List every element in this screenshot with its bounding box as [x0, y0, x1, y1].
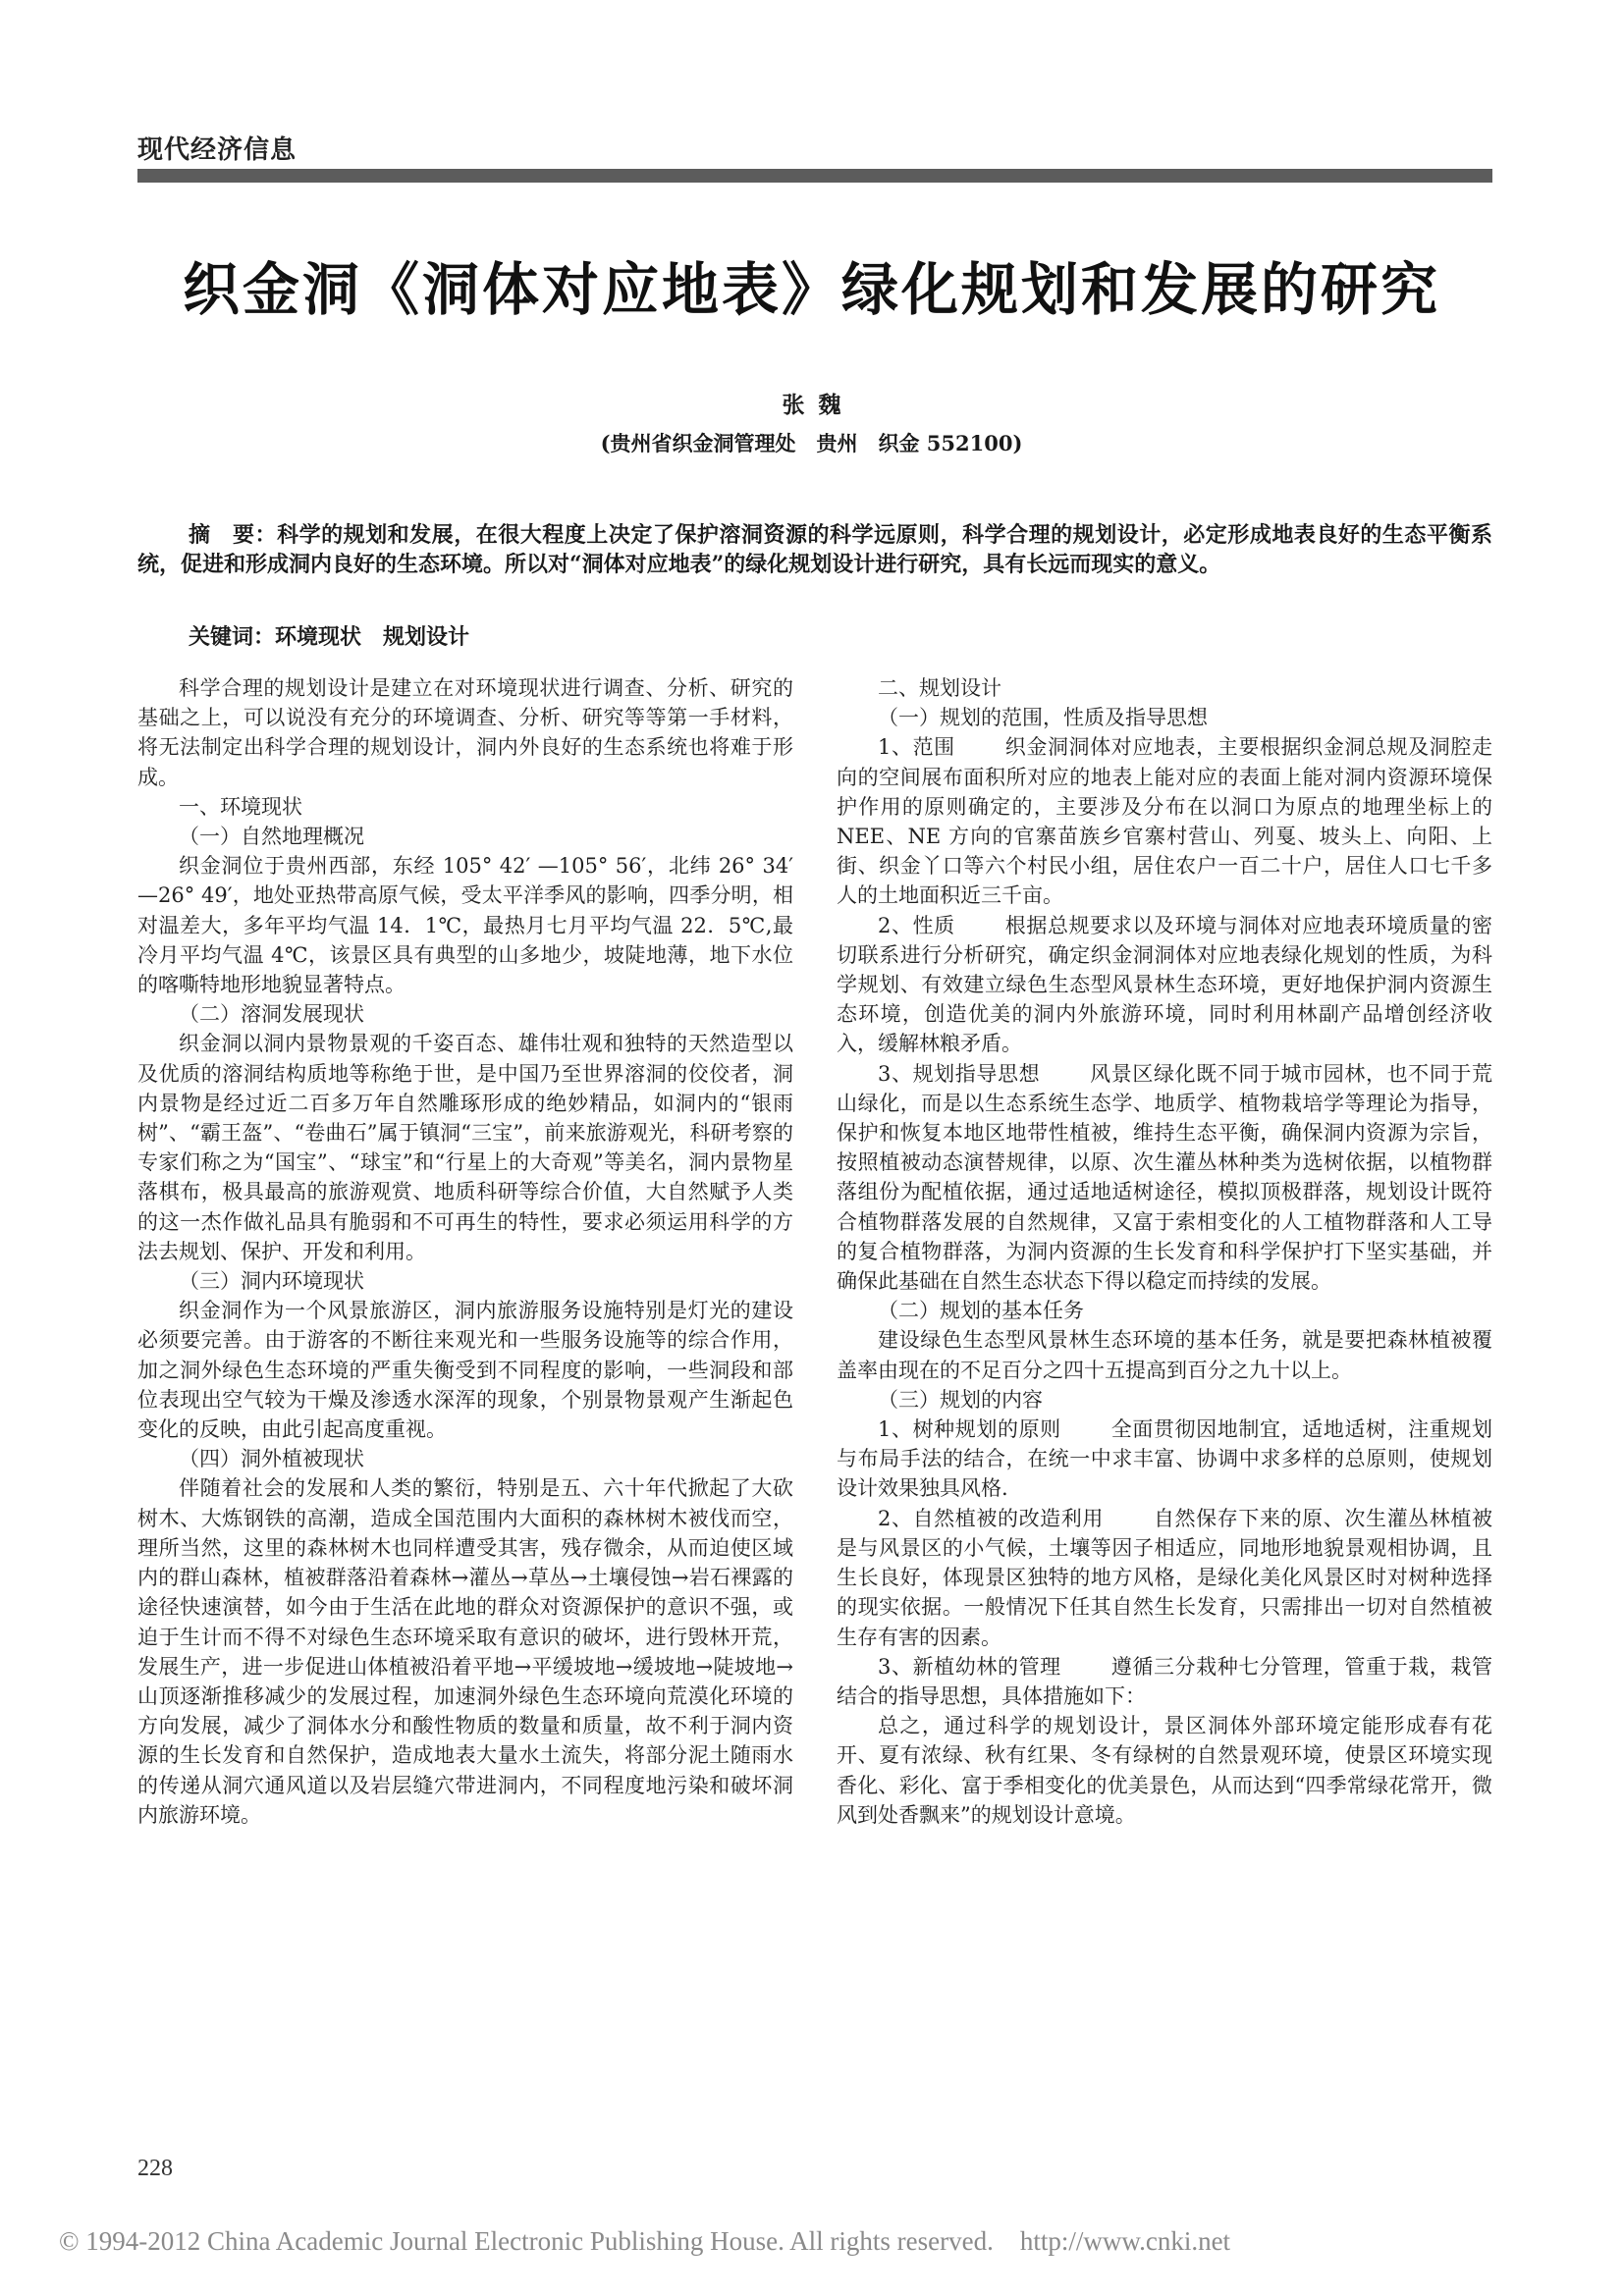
journal-name: 现代经济信息	[137, 135, 298, 165]
paragraph-lead: 1、范围	[878, 735, 955, 760]
paragraph-young-forest	[837, 1652, 1492, 1711]
paragraph-geography: 织金洞位于贵州西部，东经 105° 42′ —105° 56′，北纬 26° 34′ —26° 49′，地处亚热带高原气候，受太平洋季风的影响，四季分明，相对温差大，多年平均气温 14．1℃，最热月七月平均气温 22．5℃,最冷月平均气温 4℃，该景区具有典型的山多地少，坡陡地薄，地下水位的喀嘶特地形地貌显著特点。	[137, 854, 793, 997]
paragraph-cave-status: 织金洞以洞内景物景观的千姿百态、雄伟壮观和独特的天然造型以及优质的溶洞结构质地等称绝于世，是中国乃至世界溶洞的佼佼者，洞内景物是经过近二百多万年自然雕琢形成的绝妙精品，如洞内的“银雨树”、“霸王盔”、“卷曲石”属于镇洞“三宝”，前来旅游观光，科研考察的专家们称之为“国宝”、“球宝”和“行星上的大奇观”等美名，洞内景物星落棋布，极具最高的旅游观赏、地质科研等综合价值，大自然赋予人类的这一杰作做礼品具有脆弱和不可再生的特性，要求必须运用科学的方法去规划、保护、开发和利用。	[137, 1032, 793, 1263]
paragraph-body: 根据总规要求以及环境与洞体对应地表环境质量的密切联系进行分析研究，确定织金洞洞体对应地表绿化规划的性质，为科学规划、有效建立绿色生态型风景林生态环境，更好地保护洞内资源生态环境，创造优美的洞内外旅游环境，同时利用林副产品增创经济收入，缓解林粮矛盾。	[837, 913, 1492, 1056]
subsection-heading-cave-environment: （三）洞内环境现状	[179, 1269, 364, 1294]
paragraph-lead: 1、树种规划的原则	[878, 1417, 1061, 1442]
author-name: 张魏	[782, 392, 855, 418]
article-title: 织金洞《洞体对应地表》绿化规划和发展的研究	[182, 256, 1440, 323]
paragraph-vegetation: 伴随着社会的发展和人类的繁衍，特别是五、六十年代掀起了大砍树木、大炼钢铁的高潮，造成全国范围内大面积的森林树木被伐而空，理所当然，这里的森林树木也同样遭受其害，残存微余，从而迫使区域内的群山森林，植被群落沿着森林→灌丛→草丛→土壤侵蚀→岩石裸露的途径快速演替，如今由于生活在此地的群众对资源保护的意识不强，或迫于生计而不得不对绿色生态环境采取有意识的破坏，进行毁林开荒，发展生产，进一步促进山体植被沿着平地→平缓坡地→缓坡地→陡坡地→山顶逐渐推移减少的发展过程，加速洞外绿色生态环境向荒漠化环境的方向发展，减少了洞体水分和酸性物质的数量和质量，故不利于洞内资源的生长发育和自然保护，造成地表大量水土流失，将部分泥土随雨水的传递从洞穴通风道以及岩层缝穴带进洞内，不同程度地污染和破坏洞内旅游环境。	[137, 1476, 793, 1827]
paragraph-scope	[837, 732, 1492, 910]
paragraph-lead: 3、规划指导思想	[878, 1061, 1041, 1086]
paragraph-lead: 2、自然植被的改造利用	[878, 1506, 1104, 1530]
right-column	[837, 673, 1492, 2146]
paragraph-guiding-idea	[837, 1059, 1492, 1297]
paragraph-body: 风景区绿化既不同于城市园林，也不同于荒山绿化，而是以生态系统生态学、地质学、植物栽培学等理论为指导，保护和恢复本地区地带性植被，维持生态平衡，确保洞内资源为宗旨，按照植被动态演替规律，以原、次生灌丛林种类为选树依据，以植物群落组份为配植依据，通过适地适树途径，模拟顶极群落，规划设计既符合植物群落发展的自然规律，又富于索相变化的人工植物群落和人工导的复合植物群落，为洞内资源的生长发育和科学保护打下坚实基础，并确保此基础在自然生态状态下得以稳定而持续的发展。	[837, 1061, 1492, 1294]
paragraph-tree-principle	[837, 1415, 1492, 1504]
copyright-footer: © 1994-2012 China Academic Journal Electronic Publishing House. All rights reserved. http://www.cnki.net	[59, 2226, 1231, 2256]
paragraph-lead: 3、新植幼林的管理	[878, 1654, 1061, 1679]
paragraph-task: 建设绿色生态型风景林生态环境的基本任务，就是要把森林植被覆盖率由现在的不足百分之四十五提高到百分之九十以上。	[837, 1328, 1492, 1382]
paragraph-body: 全面贯彻因地制宜，适地适树，注重规划与布局手法的结合，在统一中求丰富、协调中求多样的总原则，使规划设计效果独具风格.	[837, 1417, 1492, 1501]
section-heading-1: 一、环境现状	[179, 794, 302, 819]
paragraph-body: 遵循三分栽种七分管理，管重于栽，栽管结合的指导思想，具体措施如下：	[837, 1654, 1492, 1708]
subsection-heading-task: （二）规划的基本任务	[878, 1299, 1084, 1323]
paragraph-body: 自然保存下来的原、次生灌丛林植被是与风景区的小气候，土壤等因子相适应，同地形地貌景观相协调，且生长良好，体现景区独特的地方风格，是绿化美化风景区时对树种选择的现实依据。一般情况下任其自然生长发育，只需排出一切对自然植被生存有害的因素。	[837, 1506, 1492, 1649]
section-heading-2: 二、规划设计	[878, 676, 1001, 700]
paragraph-summary: 总之，通过科学的规划设计，景区洞体外部环境定能形成春有花开、夏有浓绿、秋有红果、冬有绿树的自然景观环境，使景区环境实现香化、彩化、富于季相变化的优美景色，从而达到“四季常绿花常开，微风到处香飘来”的规划设计意境。	[837, 1714, 1492, 1827]
page-number: 228	[137, 2156, 173, 2181]
left-column	[137, 673, 793, 2146]
header-rule	[137, 169, 1492, 183]
paragraph-nature	[837, 911, 1492, 1059]
paragraph-lead: 2、性质	[878, 913, 955, 937]
subsection-heading-geography: （一）自然地理概况	[179, 825, 364, 849]
keywords: 关键词：环境现状 规划设计	[189, 624, 470, 650]
intro-paragraph: 科学合理的规划设计是建立在对环境现状进行调查、分析、研究的基础之上，可以说没有充分的环境调查、分析、研究等等第一手材料，将无法制定出科学合理的规划设计，洞内外良好的生态系统也将难于形成。	[137, 676, 793, 789]
abstract: 摘 要：科学的规划和发展，在很大程度上决定了保护溶洞资源的科学远原则，科学合理的规划设计，必定形成地表良好的生态平衡系统，促进和形成洞内良好的生态环境。所以对“洞体对应地表”的绿化规划设计进行研究，具有长远而现实的意义。	[137, 522, 1492, 577]
subsection-heading-vegetation: （四）洞外植被现状	[179, 1447, 364, 1471]
author-affiliation: (贵州省织金洞管理处 贵州 织金 552100)	[600, 431, 1023, 455]
paragraph-cave-environment: 织金洞作为一个风景旅游区，洞内旅游服务设施特别是灯光的建设必须要完善。由于游客的不断往来观光和一些服务设施等的综合作用，加之洞外绿色生态环境的严重失衡受到不同程度的影响，一些洞段和部位表现出空气较为干燥及渗透水深浑的现象，个别景物景观产生渐起色变化的反映，由此引起高度重视。	[137, 1299, 793, 1442]
paragraph-body: 织金洞洞体对应地表，主要根据织金洞总规及洞腔走向的空间展布面积所对应的地表上能对应的表面上能对洞内资源环境保护作用的原则确定的，主要涉及分布在以洞口为原点的地理坐标上的 NEE、NE 方向的官寨苗族乡官寨村营山、列戛、坡头上、向阳、上街、织金丫口等六个村民小组，居住农户一百二十户，居住人口七千多人的土地面积近三千亩。	[837, 735, 1492, 908]
subsection-heading-content: （三）规划的内容	[878, 1387, 1043, 1412]
subsection-heading-cave-status: （二）溶洞发展现状	[179, 1002, 364, 1027]
subsection-heading-scope: （一）规划的范围，性质及指导思想	[878, 706, 1208, 730]
paragraph-natural-vegetation	[837, 1504, 1492, 1652]
